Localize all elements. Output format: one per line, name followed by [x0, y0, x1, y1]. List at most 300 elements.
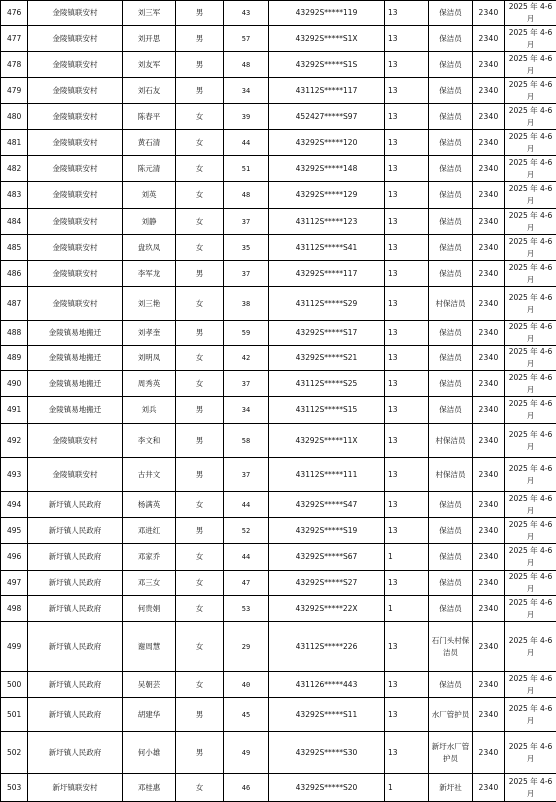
- cell-row-number: 495: [1, 518, 28, 544]
- cell-age: 34: [224, 397, 269, 424]
- cell-id-number: 43112S*****S15: [269, 397, 385, 424]
- table-row: [1, 397, 556, 424]
- cell-amount: 2340: [473, 26, 505, 52]
- cell-months: 13: [385, 371, 429, 397]
- cell-person-name: 邓进红: [123, 518, 176, 544]
- cell-amount: 2340: [473, 698, 505, 732]
- cell-age: 37: [224, 209, 269, 235]
- cell-period: 2025 年 4-6 月: [505, 672, 556, 698]
- cell-row-number: 479: [1, 78, 28, 104]
- cell-period: 2025 年 4-6 月: [505, 104, 556, 130]
- cell-person-name: 吴朝芸: [123, 672, 176, 698]
- cell-job-position: 保洁员: [429, 52, 473, 78]
- cell-age: 52: [224, 518, 269, 544]
- table-row: [1, 52, 556, 78]
- cell-gender: 女: [176, 235, 224, 261]
- cell-work-unit: 金陵镇联安村: [28, 424, 123, 458]
- cell-months: 13: [385, 458, 429, 492]
- table-row: [1, 458, 556, 492]
- cell-period: 2025 年 4-6 月: [505, 182, 556, 209]
- cell-amount: 2340: [473, 518, 505, 544]
- cell-gender: 女: [176, 104, 224, 130]
- cell-work-unit: 金陵镇联安村: [28, 1, 123, 26]
- cell-amount: 2340: [473, 104, 505, 130]
- roster-body: [1, 1, 556, 802]
- cell-job-position: 保洁员: [429, 1, 473, 26]
- table-row: [1, 235, 556, 261]
- cell-period: 2025 年 4-6 月: [505, 458, 556, 492]
- cell-work-unit: 金陵镇易地搬迁: [28, 371, 123, 397]
- cell-id-number: 43292S*****S11: [269, 698, 385, 732]
- cell-id-number: 43112S*****111: [269, 458, 385, 492]
- cell-row-number: 478: [1, 52, 28, 78]
- cell-amount: 2340: [473, 544, 505, 571]
- cell-id-number: 43292S*****129: [269, 182, 385, 209]
- table-row: [1, 371, 556, 397]
- cell-period: 2025 年 4-6 月: [505, 492, 556, 518]
- cell-gender: 女: [176, 346, 224, 371]
- cell-gender: 女: [176, 130, 224, 156]
- cell-person-name: 刘兵: [123, 397, 176, 424]
- cell-gender: 女: [176, 156, 224, 182]
- cell-id-number: 43112S*****226: [269, 622, 385, 672]
- cell-gender: 女: [176, 571, 224, 596]
- cell-age: 51: [224, 156, 269, 182]
- cell-gender: 男: [176, 1, 224, 26]
- cell-work-unit: 新圩镇人民政府: [28, 492, 123, 518]
- cell-row-number: 482: [1, 156, 28, 182]
- cell-row-number: 491: [1, 397, 28, 424]
- table-row: [1, 622, 556, 672]
- cell-id-number: 43292S*****S27: [269, 571, 385, 596]
- cell-work-unit: 金陵镇易地搬迁: [28, 346, 123, 371]
- cell-period: 2025 年 4-6 月: [505, 209, 556, 235]
- cell-age: 44: [224, 130, 269, 156]
- cell-person-name: 邓桂惠: [123, 774, 176, 802]
- cell-period: 2025 年 4-6 月: [505, 346, 556, 371]
- cell-months: 13: [385, 261, 429, 287]
- cell-id-number: 43292S*****119: [269, 1, 385, 26]
- cell-amount: 2340: [473, 156, 505, 182]
- cell-row-number: 488: [1, 321, 28, 346]
- cell-period: 2025 年 4-6 月: [505, 78, 556, 104]
- table-row: [1, 321, 556, 346]
- cell-job-position: 保洁员: [429, 156, 473, 182]
- cell-age: 59: [224, 321, 269, 346]
- cell-period: 2025 年 4-6 月: [505, 544, 556, 571]
- cell-months: 13: [385, 104, 429, 130]
- cell-period: 2025 年 4-6 月: [505, 287, 556, 321]
- table-row: [1, 209, 556, 235]
- cell-person-name: 陈元清: [123, 156, 176, 182]
- cell-row-number: 499: [1, 622, 28, 672]
- cell-gender: 女: [176, 182, 224, 209]
- cell-id-number: 43292S*****S19: [269, 518, 385, 544]
- cell-period: 2025 年 4-6 月: [505, 596, 556, 622]
- cell-person-name: 古井文: [123, 458, 176, 492]
- cell-job-position: 保洁员: [429, 571, 473, 596]
- cell-id-number: 43292S*****S1S: [269, 52, 385, 78]
- cell-gender: 男: [176, 518, 224, 544]
- cell-job-position: 保洁员: [429, 544, 473, 571]
- cell-job-position: 村保洁员: [429, 458, 473, 492]
- cell-job-position: 新圩社: [429, 774, 473, 802]
- cell-work-unit: 金陵镇联安村: [28, 458, 123, 492]
- cell-months: 13: [385, 698, 429, 732]
- cell-work-unit: 新圩镇人民政府: [28, 698, 123, 732]
- cell-job-position: 保洁员: [429, 26, 473, 52]
- cell-gender: 男: [176, 458, 224, 492]
- cell-job-position: 保洁员: [429, 182, 473, 209]
- cell-months: 1: [385, 596, 429, 622]
- cell-row-number: 485: [1, 235, 28, 261]
- cell-id-number: 43292S*****S17: [269, 321, 385, 346]
- cell-id-number: 43292S*****S30: [269, 732, 385, 774]
- cell-amount: 2340: [473, 346, 505, 371]
- cell-gender: 女: [176, 672, 224, 698]
- cell-job-position: 保洁员: [429, 518, 473, 544]
- table-row: [1, 287, 556, 321]
- cell-age: 49: [224, 732, 269, 774]
- cell-period: 2025 年 4-6 月: [505, 321, 556, 346]
- cell-age: 38: [224, 287, 269, 321]
- cell-amount: 2340: [473, 774, 505, 802]
- cell-job-position: 水厂管护员: [429, 698, 473, 732]
- cell-period: 2025 年 4-6 月: [505, 774, 556, 802]
- table-row: [1, 26, 556, 52]
- cell-person-name: 刘三军: [123, 1, 176, 26]
- cell-id-number: 43112S*****117: [269, 78, 385, 104]
- cell-amount: 2340: [473, 397, 505, 424]
- cell-person-name: 谢周慧: [123, 622, 176, 672]
- cell-person-name: 刘静: [123, 209, 176, 235]
- cell-job-position: 保洁员: [429, 397, 473, 424]
- cell-age: 43: [224, 1, 269, 26]
- cell-gender: 男: [176, 698, 224, 732]
- cell-gender: 男: [176, 321, 224, 346]
- cell-period: 2025 年 4-6 月: [505, 52, 556, 78]
- cell-age: 47: [224, 571, 269, 596]
- cell-age: 57: [224, 26, 269, 52]
- cell-row-number: 490: [1, 371, 28, 397]
- cell-months: 13: [385, 235, 429, 261]
- cell-gender: 男: [176, 397, 224, 424]
- table-row: [1, 518, 556, 544]
- cell-work-unit: 金陵镇联安村: [28, 209, 123, 235]
- cell-row-number: 476: [1, 1, 28, 26]
- table-row: [1, 672, 556, 698]
- cell-period: 2025 年 4-6 月: [505, 622, 556, 672]
- table-row: [1, 78, 556, 104]
- cell-period: 2025 年 4-6 月: [505, 26, 556, 52]
- cell-job-position: 村保洁员: [429, 424, 473, 458]
- cell-job-position: 保洁员: [429, 78, 473, 104]
- cell-id-number: 43292S*****11X: [269, 424, 385, 458]
- cell-id-number: 43292S*****S20: [269, 774, 385, 802]
- cell-amount: 2340: [473, 672, 505, 698]
- cell-row-number: 503: [1, 774, 28, 802]
- cell-job-position: 村保洁员: [429, 287, 473, 321]
- cell-age: 48: [224, 52, 269, 78]
- table-row: [1, 732, 556, 774]
- cell-age: 45: [224, 698, 269, 732]
- cell-person-name: 李军龙: [123, 261, 176, 287]
- cell-id-number: 431126*****443: [269, 672, 385, 698]
- cell-id-number: 43292S*****S47: [269, 492, 385, 518]
- cell-row-number: 483: [1, 182, 28, 209]
- cell-amount: 2340: [473, 287, 505, 321]
- cell-job-position: 保洁员: [429, 672, 473, 698]
- cell-job-position: 保洁员: [429, 346, 473, 371]
- cell-months: 13: [385, 346, 429, 371]
- cell-job-position: 石门头村保洁员: [429, 622, 473, 672]
- cell-months: 13: [385, 518, 429, 544]
- cell-person-name: 胡建华: [123, 698, 176, 732]
- cell-months: 13: [385, 397, 429, 424]
- cell-row-number: 500: [1, 672, 28, 698]
- cell-period: 2025 年 4-6 月: [505, 156, 556, 182]
- cell-work-unit: 金陵镇联安村: [28, 261, 123, 287]
- cell-person-name: 邓三女: [123, 571, 176, 596]
- cell-age: 58: [224, 424, 269, 458]
- cell-age: 53: [224, 596, 269, 622]
- cell-amount: 2340: [473, 321, 505, 346]
- cell-amount: 2340: [473, 571, 505, 596]
- cell-work-unit: 金陵镇联安村: [28, 52, 123, 78]
- cell-work-unit: 金陵镇联安村: [28, 78, 123, 104]
- cell-age: 35: [224, 235, 269, 261]
- cell-period: 2025 年 4-6 月: [505, 424, 556, 458]
- cell-period: 2025 年 4-6 月: [505, 130, 556, 156]
- cell-work-unit: 新圩镇人民政府: [28, 518, 123, 544]
- cell-job-position: 保洁员: [429, 209, 473, 235]
- cell-row-number: 487: [1, 287, 28, 321]
- cell-work-unit: 金陵镇联安村: [28, 156, 123, 182]
- cell-gender: 女: [176, 287, 224, 321]
- cell-row-number: 502: [1, 732, 28, 774]
- cell-gender: 女: [176, 492, 224, 518]
- cell-id-number: 43292S*****148: [269, 156, 385, 182]
- table-row: [1, 424, 556, 458]
- cell-gender: 男: [176, 732, 224, 774]
- table-row: [1, 544, 556, 571]
- cell-amount: 2340: [473, 130, 505, 156]
- table-row: [1, 346, 556, 371]
- cell-amount: 2340: [473, 492, 505, 518]
- table-row: [1, 492, 556, 518]
- cell-work-unit: 金陵镇联安村: [28, 182, 123, 209]
- cell-months: 13: [385, 209, 429, 235]
- cell-months: 13: [385, 26, 429, 52]
- cell-gender: 女: [176, 209, 224, 235]
- cell-person-name: 刘开思: [123, 26, 176, 52]
- cell-work-unit: 新圩镇人民政府: [28, 732, 123, 774]
- cell-months: 13: [385, 672, 429, 698]
- cell-row-number: 486: [1, 261, 28, 287]
- cell-age: 42: [224, 346, 269, 371]
- cell-person-name: 刘明凤: [123, 346, 176, 371]
- cell-person-name: 盘玖凤: [123, 235, 176, 261]
- cell-age: 37: [224, 261, 269, 287]
- cell-row-number: 484: [1, 209, 28, 235]
- cell-gender: 男: [176, 424, 224, 458]
- cell-id-number: 43292S*****S1X: [269, 26, 385, 52]
- cell-amount: 2340: [473, 182, 505, 209]
- table-row: [1, 571, 556, 596]
- cell-months: 13: [385, 424, 429, 458]
- cell-work-unit: 新圩镇人民政府: [28, 622, 123, 672]
- cell-age: 48: [224, 182, 269, 209]
- cell-job-position: 保洁员: [429, 235, 473, 261]
- cell-period: 2025 年 4-6 月: [505, 698, 556, 732]
- cell-months: 13: [385, 78, 429, 104]
- cell-work-unit: 金陵镇联安村: [28, 235, 123, 261]
- cell-person-name: 杨满英: [123, 492, 176, 518]
- cell-person-name: 黄石清: [123, 130, 176, 156]
- cell-amount: 2340: [473, 261, 505, 287]
- cell-amount: 2340: [473, 424, 505, 458]
- cell-period: 2025 年 4-6 月: [505, 261, 556, 287]
- cell-amount: 2340: [473, 209, 505, 235]
- cell-work-unit: 新圩镇人民政府: [28, 672, 123, 698]
- table-row: [1, 1, 556, 26]
- cell-months: 13: [385, 622, 429, 672]
- cell-work-unit: 新圩镇人民政府: [28, 544, 123, 571]
- cell-months: 13: [385, 321, 429, 346]
- cell-work-unit: 金陵镇联安村: [28, 130, 123, 156]
- cell-period: 2025 年 4-6 月: [505, 571, 556, 596]
- cell-gender: 男: [176, 78, 224, 104]
- cell-person-name: 李文和: [123, 424, 176, 458]
- cell-job-position: 保洁员: [429, 130, 473, 156]
- cell-amount: 2340: [473, 235, 505, 261]
- cell-row-number: 501: [1, 698, 28, 732]
- cell-months: 13: [385, 130, 429, 156]
- cell-gender: 女: [176, 774, 224, 802]
- table-row: [1, 698, 556, 732]
- table-row: [1, 182, 556, 209]
- cell-period: 2025 年 4-6 月: [505, 732, 556, 774]
- cell-row-number: 481: [1, 130, 28, 156]
- cell-age: 40: [224, 672, 269, 698]
- table-row: [1, 261, 556, 287]
- cell-period: 2025 年 4-6 月: [505, 518, 556, 544]
- cell-gender: 女: [176, 371, 224, 397]
- cell-gender: 女: [176, 544, 224, 571]
- cell-amount: 2340: [473, 371, 505, 397]
- cell-row-number: 496: [1, 544, 28, 571]
- cell-months: 13: [385, 732, 429, 774]
- cell-person-name: 刘友军: [123, 52, 176, 78]
- cell-age: 44: [224, 492, 269, 518]
- cell-age: 34: [224, 78, 269, 104]
- cell-age: 39: [224, 104, 269, 130]
- cell-months: 13: [385, 156, 429, 182]
- cell-person-name: 邓家乔: [123, 544, 176, 571]
- cell-period: 2025 年 4-6 月: [505, 235, 556, 261]
- cell-gender: 男: [176, 52, 224, 78]
- cell-row-number: 493: [1, 458, 28, 492]
- table-row: [1, 596, 556, 622]
- cell-work-unit: 金陵镇联安村: [28, 26, 123, 52]
- cell-work-unit: 金陵镇联安村: [28, 104, 123, 130]
- cell-job-position: 保洁员: [429, 104, 473, 130]
- cell-months: 13: [385, 52, 429, 78]
- cell-months: 13: [385, 492, 429, 518]
- cell-row-number: 477: [1, 26, 28, 52]
- cell-job-position: 保洁员: [429, 492, 473, 518]
- cell-person-name: 刘三艳: [123, 287, 176, 321]
- table-row: [1, 156, 556, 182]
- cell-work-unit: 新圩镇人民政府: [28, 596, 123, 622]
- cell-job-position: 保洁员: [429, 371, 473, 397]
- cell-age: 29: [224, 622, 269, 672]
- cell-amount: 2340: [473, 1, 505, 26]
- cell-work-unit: 新圩镇联安村: [28, 774, 123, 802]
- cell-id-number: 43292S*****22X: [269, 596, 385, 622]
- cell-amount: 2340: [473, 78, 505, 104]
- cell-amount: 2340: [473, 458, 505, 492]
- cell-id-number: 43112S*****123: [269, 209, 385, 235]
- cell-amount: 2340: [473, 52, 505, 78]
- cell-id-number: 43292S*****S21: [269, 346, 385, 371]
- cell-months: 13: [385, 1, 429, 26]
- cell-id-number: 43292S*****117: [269, 261, 385, 287]
- cell-person-name: 何贵娟: [123, 596, 176, 622]
- cell-months: 1: [385, 774, 429, 802]
- cell-work-unit: 金陵镇易地搬迁: [28, 397, 123, 424]
- table-row: [1, 774, 556, 802]
- cell-period: 2025 年 4-6 月: [505, 397, 556, 424]
- cell-amount: 2340: [473, 732, 505, 774]
- cell-job-position: 保洁员: [429, 596, 473, 622]
- cell-age: 46: [224, 774, 269, 802]
- cell-id-number: 43292S*****120: [269, 130, 385, 156]
- cell-row-number: 489: [1, 346, 28, 371]
- cell-row-number: 497: [1, 571, 28, 596]
- cell-gender: 男: [176, 261, 224, 287]
- cell-id-number: 43112S*****S25: [269, 371, 385, 397]
- cell-gender: 男: [176, 26, 224, 52]
- cell-id-number: 452427*****S97: [269, 104, 385, 130]
- cell-amount: 2340: [473, 622, 505, 672]
- cell-row-number: 480: [1, 104, 28, 130]
- cell-person-name: 周秀英: [123, 371, 176, 397]
- cell-age: 37: [224, 371, 269, 397]
- cell-age: 44: [224, 544, 269, 571]
- cell-person-name: 刘石友: [123, 78, 176, 104]
- cell-months: 1: [385, 544, 429, 571]
- cell-period: 2025 年 4-6 月: [505, 1, 556, 26]
- cell-months: 13: [385, 182, 429, 209]
- cell-work-unit: 金陵镇联安村: [28, 287, 123, 321]
- cell-row-number: 498: [1, 596, 28, 622]
- cell-gender: 女: [176, 596, 224, 622]
- cell-work-unit: 新圩镇人民政府: [28, 571, 123, 596]
- cell-months: 13: [385, 287, 429, 321]
- cell-person-name: 刘孝奎: [123, 321, 176, 346]
- cell-person-name: 陈春平: [123, 104, 176, 130]
- cell-job-position: 新圩水厂管护员: [429, 732, 473, 774]
- cell-person-name: 何小雄: [123, 732, 176, 774]
- table-row: [1, 130, 556, 156]
- table-row: [1, 104, 556, 130]
- cell-row-number: 492: [1, 424, 28, 458]
- cell-months: 13: [385, 571, 429, 596]
- cell-row-number: 494: [1, 492, 28, 518]
- cell-person-name: 刘英: [123, 182, 176, 209]
- cell-id-number: 43292S*****S67: [269, 544, 385, 571]
